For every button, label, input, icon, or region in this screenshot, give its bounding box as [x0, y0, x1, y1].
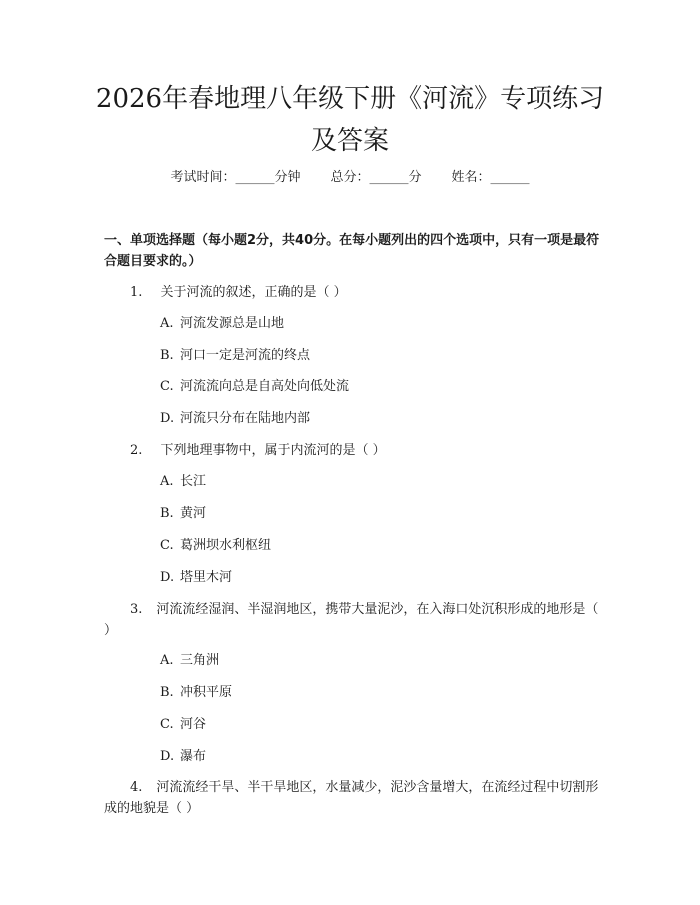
section-heading: 一、单项选择题（每小题2分，共40分。在每小题列出的四个选项中，只有一项是最符合题目要求的。） — [104, 233, 600, 269]
option-3d: D. 瀑布 — [160, 749, 207, 764]
exam-time-field: 考试时间：______分钟 — [170, 170, 301, 185]
title-line-1: 2026年春地理八年级下册《河流》专项练习 — [95, 84, 605, 114]
question-number: 1. — [130, 285, 143, 300]
option-1a: A. 河流发源总是山地 — [160, 316, 285, 331]
document-title — [0, 78, 700, 162]
question-text: 河流流经湿润、半湿润地区，携带大量泥沙，在入海口处沉积形成的地形是（ ） — [104, 602, 599, 638]
option-1b: B. 河口一定是河流的终点 — [160, 348, 311, 363]
option-1c: C. 河流流向总是自高处向低处流 — [160, 379, 350, 394]
question-text: 河流流经干旱、半干旱地区，水量减少，泥沙含量增大，在流经过程中切割形成的地貌是（ ） — [104, 780, 599, 816]
question-number: 2. — [130, 443, 143, 458]
question-text: 下列地理事物中，属于内流河的是（ ） — [160, 443, 386, 458]
question-2 — [104, 440, 604, 461]
total-score-field: 总分：______分 — [330, 170, 422, 185]
option-3c: C. 河谷 — [160, 717, 207, 732]
question-1 — [104, 282, 604, 303]
question-number: 3. — [130, 602, 143, 617]
title-line-2: 及答案 — [310, 126, 389, 156]
option-1d: D. 河流只分布在陆地内部 — [160, 411, 311, 426]
option-2d: D. 塔里木河 — [160, 570, 233, 585]
question-4 — [104, 777, 604, 819]
question-number: 4. — [130, 780, 143, 795]
question-text: 关于河流的叙述，正确的是（ ） — [160, 285, 347, 300]
student-name-field: 姓名：______ — [451, 170, 530, 185]
option-3a: A. 三角洲 — [160, 653, 220, 668]
option-3b: B. 冲积平原 — [160, 685, 233, 700]
option-2a: A. 长江 — [160, 474, 207, 489]
option-2c: C. 葛洲坝水利枢纽 — [160, 538, 272, 553]
question-3 — [104, 599, 604, 641]
exam-info-line — [0, 168, 700, 188]
option-2b: B. 黄河 — [160, 506, 207, 521]
